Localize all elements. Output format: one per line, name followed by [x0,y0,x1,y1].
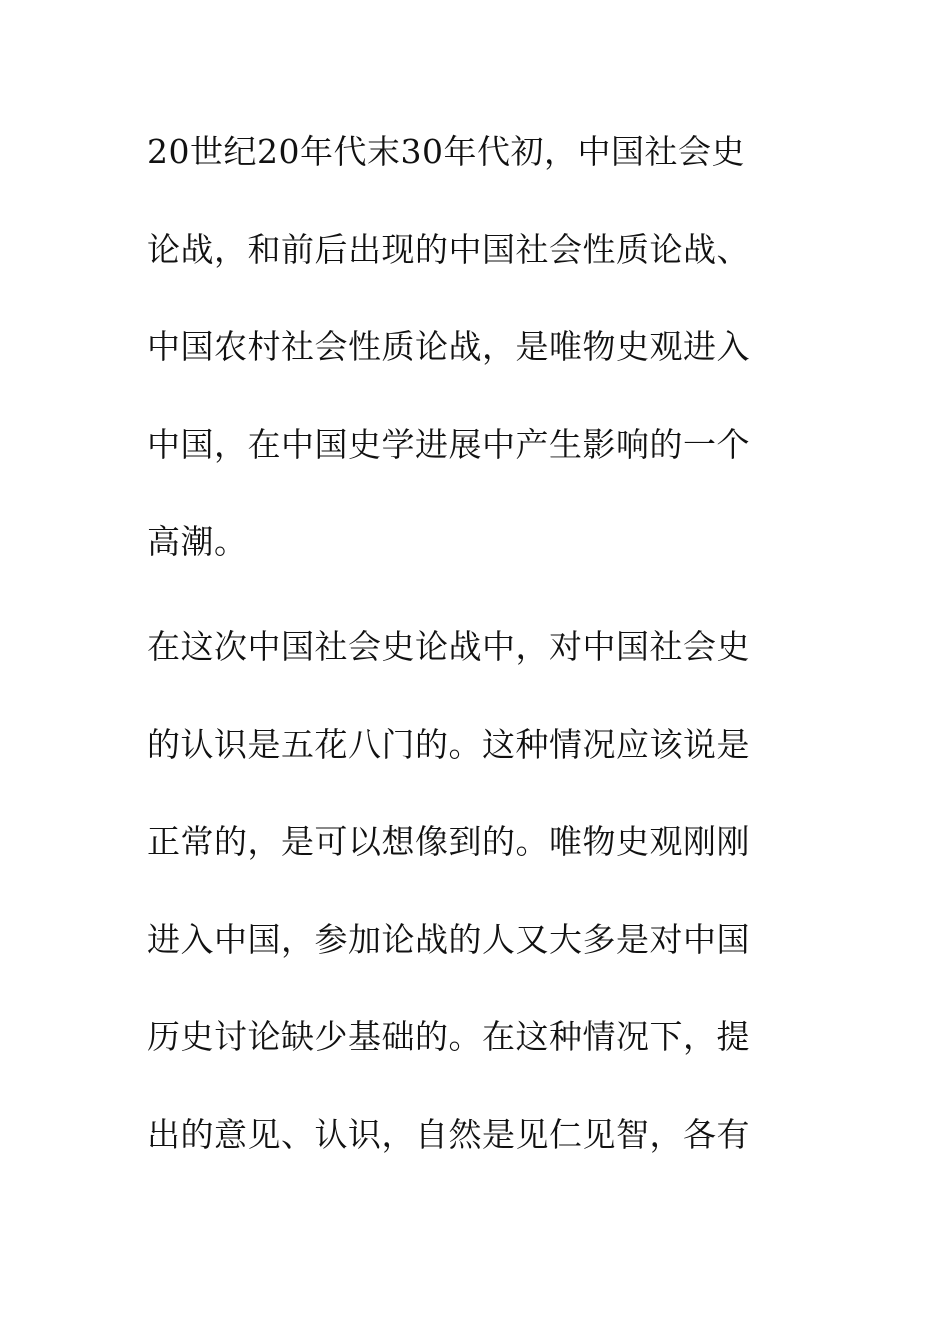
text-line: 历史讨论缺少基础的。在这种情况下，提 [147,1017,750,1056]
text-line: 论战，和前后出现的中国社会性质论战、 [147,229,750,269]
text-line: 出的意见、认识，自然是见仁见智，各有 [147,1114,750,1154]
text-line: 在这次中国社会史论战中，对中国社会史 [147,627,750,666]
text-line: 进入中国，参加论战的人又大多是对中国 [147,919,750,959]
text-line: 中国，在中国史学进展中产生影响的一个 [147,424,750,464]
text-line: 高潮。 [147,522,248,561]
paragraph-1 [147,132,787,620]
paragraph-2 [147,627,787,1212]
text-line: 中国农村社会性质论战，是唯物史观进入 [147,327,750,366]
text-line: 20世纪20年代末30年代初，中国社会史 [147,132,745,171]
text-line: 的认识是五花八门的。这种情况应该说是 [147,724,750,764]
text-line: 正常的，是可以想像到的。唯物史观刚刚 [147,822,750,861]
